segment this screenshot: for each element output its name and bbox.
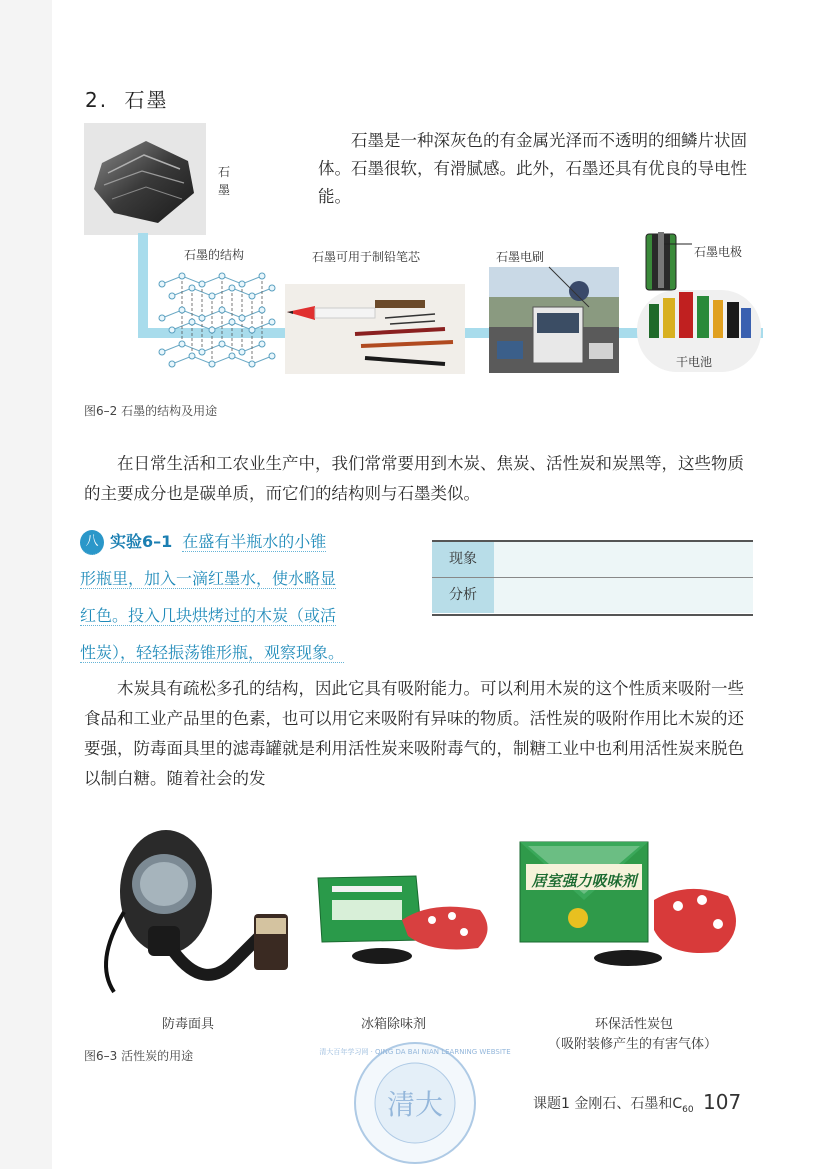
page-margin xyxy=(0,0,52,1169)
lesson-title: 课题1 金刚石、石墨和C xyxy=(533,1096,683,1112)
experiment-text-4: 性炭），轻轻振荡锥形瓶，观察现象。 xyxy=(80,643,345,662)
graphite-photo xyxy=(84,123,206,235)
graphite-description: 石墨是一种深灰色的有金属光泽而不透明的细鳞片状固体。石墨很软，有滑腻感。此外，石墨还具有优良的导电性能。 xyxy=(318,131,747,206)
watermark-ring-text: 清大百年学习网 · QING DA BAI NIAN LEARNING WEBSITE xyxy=(319,1048,511,1056)
page-number: 107 xyxy=(703,1090,742,1114)
deodorant-box-text: 居室强力吸味剂 xyxy=(531,872,637,890)
figure-connector-vertical xyxy=(138,233,148,333)
experiment-text-2: 形瓶里，加入一滴红墨水，使水略显 xyxy=(80,569,337,588)
section-title: 石墨 xyxy=(124,88,169,112)
graphite-structure-diagram xyxy=(152,264,282,382)
phenomenon-header: 现象 xyxy=(432,542,494,577)
phenomenon-answer-cell[interactable] xyxy=(494,542,753,577)
figure-6-2-caption: 图6–2 石墨的结构及用途 xyxy=(84,404,218,418)
section-heading xyxy=(85,84,168,113)
pencil-photo xyxy=(285,284,465,374)
experiment-heading: 实验6–1 xyxy=(110,532,173,551)
experiment-text-1: 在盛有半瓶水的小锥 xyxy=(182,532,327,551)
experiment-line-3 xyxy=(80,597,400,634)
graphite-electrode-label: 石墨电极 xyxy=(694,245,743,259)
experiment-line-4 xyxy=(80,634,400,671)
watermark-seal xyxy=(319,1040,511,1166)
section-number: 2. xyxy=(85,88,109,112)
fridge-deodorant-label: 冰箱除味剂 xyxy=(361,1017,427,1032)
experiment-text-3: 红色。投入几块烘烤过的木炭（或活 xyxy=(80,606,337,625)
carbon-bag-label: 环保活性炭包 xyxy=(595,1017,674,1032)
experiment-icon: 八 xyxy=(80,530,104,555)
graphite-brush-label: 石墨电刷 xyxy=(496,250,545,264)
dry-battery-label: 干电池 xyxy=(676,355,713,369)
graphite-photo-label: 石墨 xyxy=(218,165,231,197)
gas-mask-label: 防毒面具 xyxy=(162,1017,215,1032)
adsorption-paragraph: 木炭具有疏松多孔的结构，因此它具有吸附能力。可以利用木炭的这个性质来吸附一些食品和工业产品里的色素，也可以用它来吸附有异味的物质。活性炭的吸附作用比木炭的还要强，防毒面具里的滤毒罐就是利用活性炭来吸附毒气的，制糖工业中也利用活性炭来脱色以制白糖。随着社会的发 xyxy=(84,679,744,788)
pencil-lead-label: 石墨可用于制铅笔芯 xyxy=(312,250,421,264)
graphite-brush-photo xyxy=(489,267,619,373)
battery-cross-section xyxy=(642,230,682,292)
graphite-structure-label: 石墨的结构 xyxy=(184,248,245,262)
figure-6-3-caption: 图6–3 活性炭的用途 xyxy=(84,1049,194,1063)
experiment-6-1 xyxy=(80,523,400,671)
carbon-bag-photo xyxy=(518,840,748,970)
analysis-answer-cell[interactable] xyxy=(494,578,753,613)
lesson-subscript: 60 xyxy=(682,1104,694,1115)
analysis-header: 分析 xyxy=(432,578,494,613)
watermark-inner-text: 清大 xyxy=(386,1088,444,1121)
page-footer-lesson xyxy=(533,1093,694,1115)
observation-row-analysis xyxy=(432,578,753,613)
carbon-bag-sublabel: （吸附装修产生的有害气体） xyxy=(548,1037,718,1052)
fridge-deodorant-photo xyxy=(312,870,502,970)
observation-row-phenomenon xyxy=(432,542,753,578)
experiment-line-2 xyxy=(80,560,400,597)
carbon-uses-paragraph: 在日常生活和工农业生产中，我们常常要用到木炭、焦炭、活性炭和炭黑等，这些物质的主要成分也是碳单质，而它们的结构则与石墨类似。 xyxy=(84,454,744,503)
experiment-line-1 xyxy=(80,523,400,560)
gas-mask-photo xyxy=(84,822,300,1002)
observation-table xyxy=(432,540,753,616)
